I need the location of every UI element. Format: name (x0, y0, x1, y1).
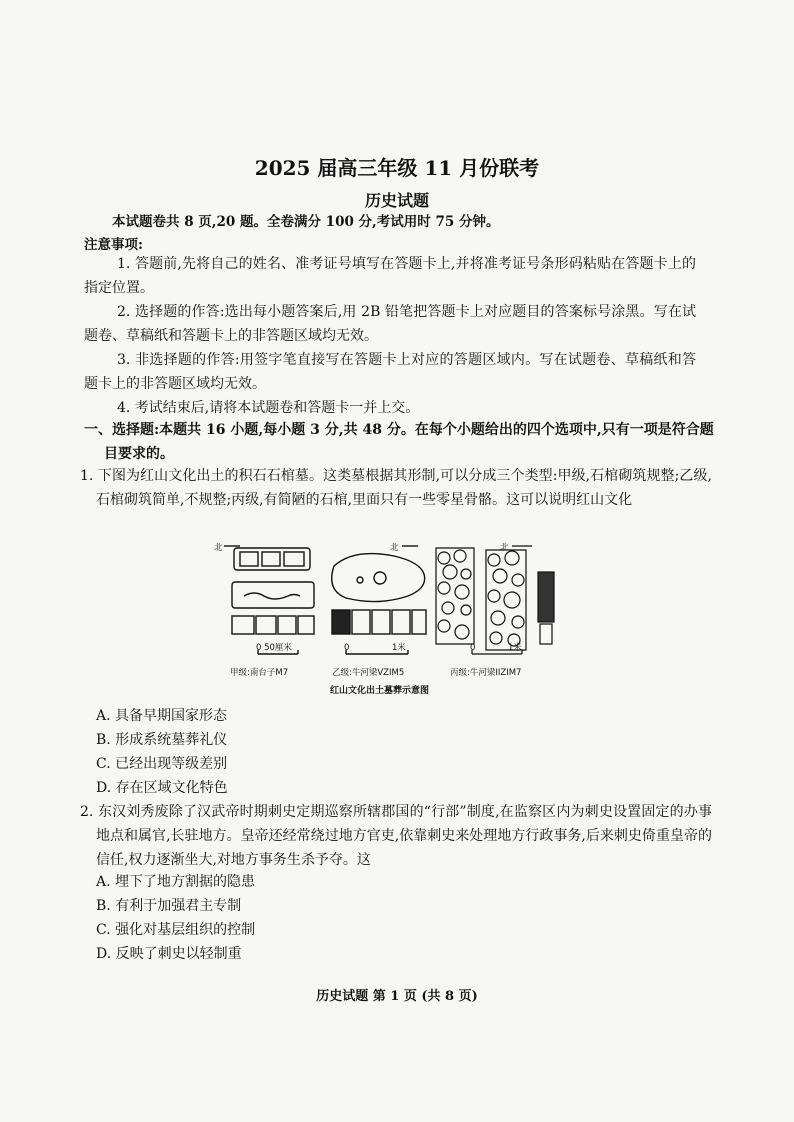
caption-b: 乙级:牛河梁VZIM5 (332, 668, 405, 678)
tomb-figure (210, 536, 570, 702)
tomb-type-b (332, 542, 426, 654)
north-label-b: 北 (390, 543, 399, 553)
scale-b-unit: 1米 (392, 643, 406, 653)
notice-heading: 注意事项: (84, 237, 143, 253)
scale-a: 0 50厘米 (256, 643, 292, 653)
q2-option-c: C. 强化对基层组织的控制 (96, 922, 256, 938)
page-footer: 历史试题 第 1 页 (共 8 页) (316, 989, 478, 1004)
q1-option-c: C. 已经出现等级差别 (96, 756, 228, 772)
q2-option-b: B. 有利于加强君主专制 (96, 898, 242, 914)
q1-option-b: B. 形成系统墓葬礼仪 (96, 732, 228, 748)
question-2-stem: 2. 东汉刘秀废除了汉武帝时期刺史定期巡察所辖郡国的“行部”制度,在监察区内为刺史设置固定的办事地点和属官,长驻地方。皇帝还经常绕过地方官吏,依靠刺史来处理地方行政事务,后来刺史倚重皇帝的信任,权力逐渐坐大,对地方事务生杀予夺。这 (80, 804, 712, 868)
north-label-a: 北 (214, 543, 223, 553)
figure-title: 红山文化出土墓葬示意图 (330, 686, 430, 696)
tomb-diagram (210, 536, 570, 702)
north-label-c: 北 (500, 543, 509, 553)
scale-c-unit: 1米 (508, 643, 522, 653)
caption-a: 甲级:南台子M7 (230, 668, 289, 678)
q1-option-d: D. 存在区域文化特色 (96, 780, 228, 796)
scale-c-zero: 0 (470, 643, 476, 653)
exam-subtitle: 历史试题 (364, 191, 429, 210)
tomb-type-a (214, 542, 314, 654)
q1-option-a: A. 具备早期国家形态 (96, 708, 228, 724)
notice-item-4: 4. 考试结束后,请将本试题卷和答题卡一并上交。 (117, 400, 420, 416)
question-1-stem: 1. 下图为红山文化出土的积石石棺墓。这类墓根据其形制,可以分成三个类型:甲级,石棺砌筑规整;乙级,石棺砌筑简单,不规整;丙级,有简陋的石棺,里面只有一些零星骨骼。这可以说明红山文化 (80, 468, 712, 508)
scale-b-zero: 0 (344, 643, 350, 653)
q2-option-a: A. 埋下了地方割据的隐患 (96, 874, 256, 890)
exam-info: 本试题卷共 8 页,20 题。全卷满分 100 分,考试用时 75 分钟。 (112, 214, 500, 230)
section-one-heading: 一、选择题:本题共 16 小题,每小题 3 分,共 48 分。在每个小题给出的四个选项中,只有一项是符合题目要求的。 (84, 422, 714, 462)
tomb-type-c (436, 542, 554, 654)
q2-option-d: D. 反映了刺史以轻制重 (96, 946, 242, 962)
exam-title: 2025 届高三年级 11 月份联考 (254, 156, 540, 180)
notice-item-1: 1. 答题前,先将自己的姓名、准考证号填写在答题卡上,并将准考证号条形码粘贴在答题卡上的指定位置。 (84, 256, 696, 296)
caption-c: 丙级:牛河梁IIZIM7 (450, 668, 522, 678)
notice-item-3: 3. 非选择题的作答:用签字笔直接写在答题卡上对应的答题区域内。写在试题卷、草稿纸和答题卡上的非答题区域均无效。 (84, 352, 696, 392)
notice-item-2: 2. 选择题的作答:选出每小题答案后,用 2B 铅笔把答题卡上对应题目的答案标号涂黑。写在试题卷、草稿纸和答题卡上的非答题区域均无效。 (84, 304, 696, 344)
